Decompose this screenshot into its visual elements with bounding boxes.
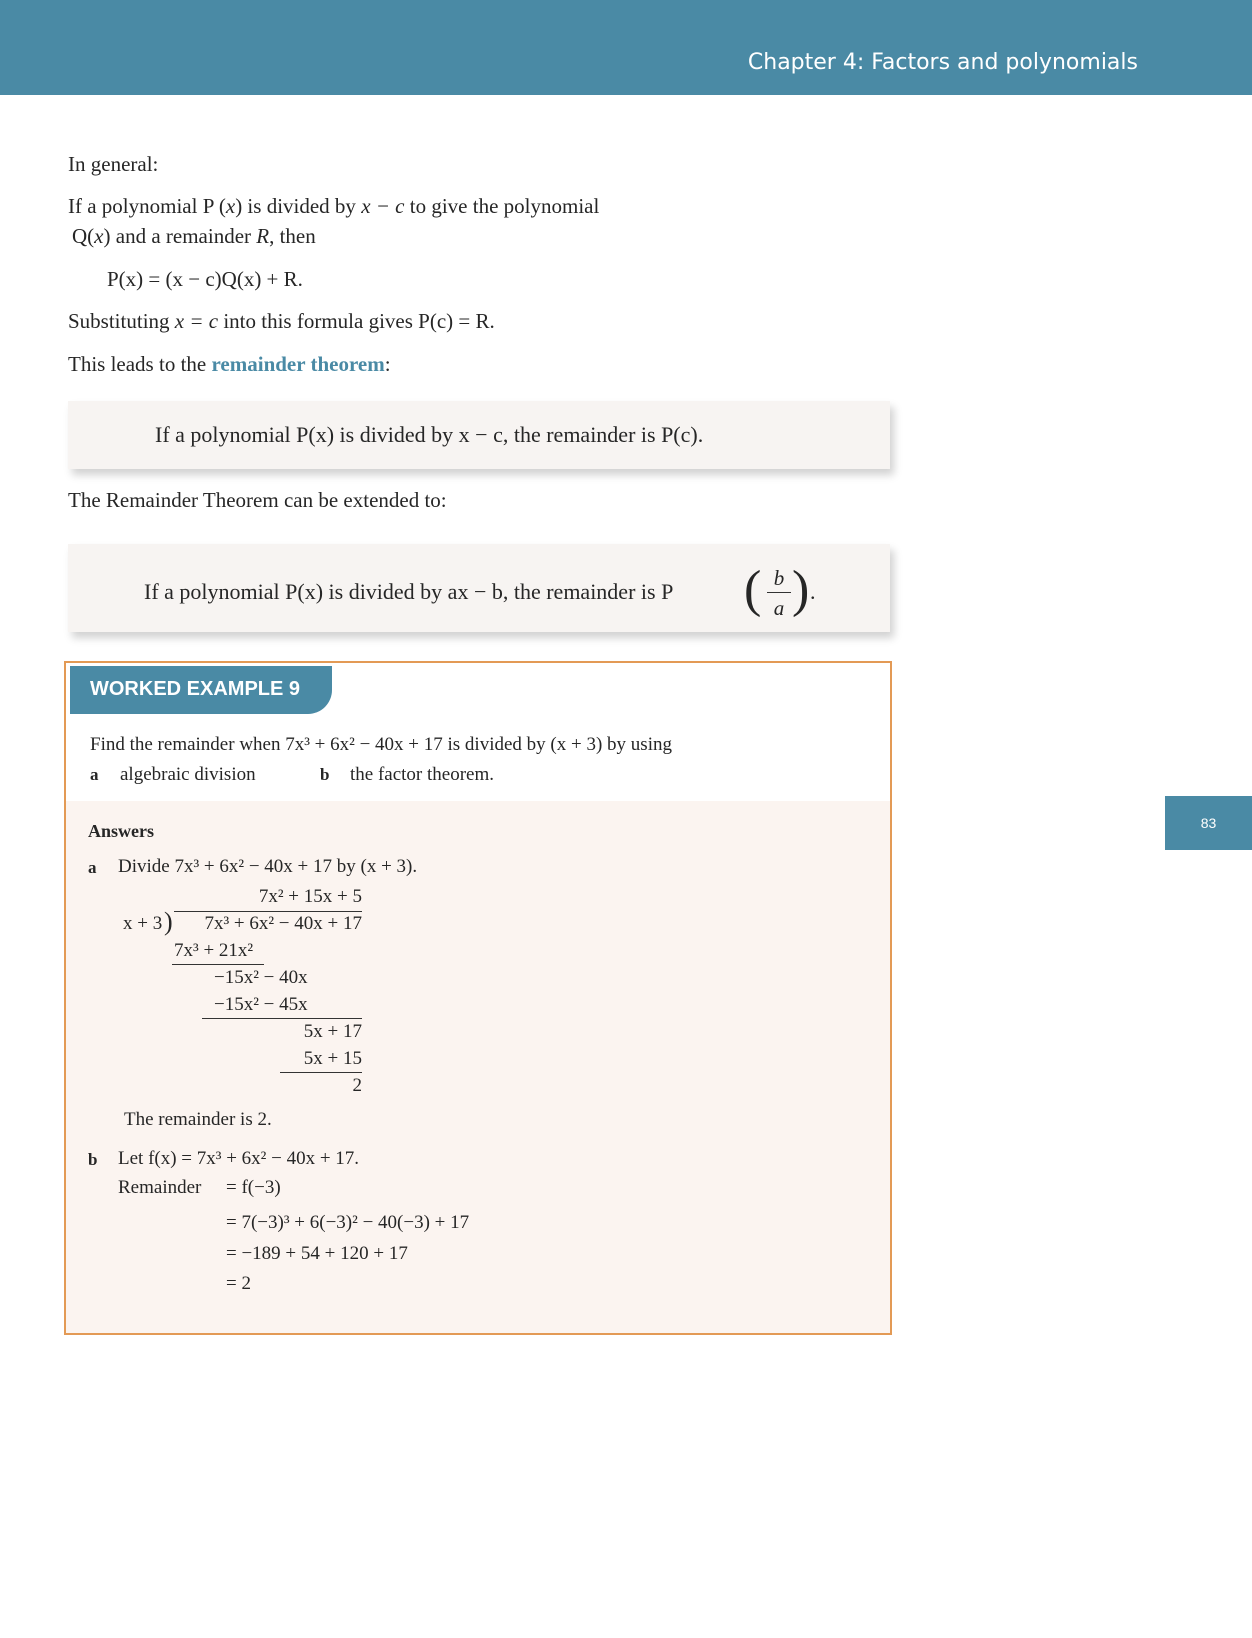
division-rule-3 — [280, 1072, 362, 1073]
page-number: 83 — [1200, 815, 1217, 831]
evaluation-line-2: = 7(−3)³ + 6(−3)² − 40(−3) + 17 — [226, 1212, 470, 1233]
division-dividend: 7x³ + 6x² − 40x + 17 — [204, 913, 362, 934]
division-step-5: 5x + 15 — [303, 1048, 362, 1069]
math-span: x = c — [174, 309, 219, 333]
chapter-number: Chapter 4: — [747, 50, 865, 75]
remainder-theorem-term: remainder theorem — [211, 352, 385, 376]
answer-a-letter: a — [88, 858, 97, 877]
text-span: Substituting — [68, 309, 175, 333]
extended-dot: . — [810, 579, 816, 604]
leads-line — [68, 352, 391, 377]
text-span: ) is divided by — [235, 194, 362, 218]
text-span: , then — [269, 224, 316, 248]
remainder-formula: P(x) = (x − c)Q(x) + R. — [107, 267, 303, 291]
division-remainder: 2 — [352, 1075, 362, 1096]
text-span: into this formula gives P(c) = R. — [218, 309, 495, 333]
part-a-letter: a — [90, 765, 99, 784]
text-span: If a polynomial P ( — [68, 194, 226, 218]
division-rule-2 — [202, 1018, 362, 1019]
extended-theorem-box — [68, 544, 890, 632]
chapter-name: Factors and polynomials — [871, 50, 1138, 75]
division-step-2: −15x² − 40x — [214, 967, 308, 988]
extended-theorem-text: If a polynomial P(x) is divided by ax − b, the remainder is P — [144, 579, 674, 604]
question-text: Find the remainder when 7x³ + 6x² − 40x + 17 is divided by (x + 3) by using — [90, 734, 672, 755]
evaluation-line-4: = 2 — [226, 1273, 251, 1294]
division-step-3: −15x² − 45x — [214, 994, 308, 1015]
paragraph-line-1 — [68, 194, 599, 219]
paragraph-line-2 — [72, 224, 316, 249]
answer-b-intro: Let f(x) = 7x³ + 6x² − 40x + 17. — [118, 1148, 360, 1169]
math-span: x − c — [361, 194, 405, 218]
answer-b-letter: b — [88, 1150, 98, 1169]
in-general-text: In general: — [68, 152, 159, 176]
page-number-tab — [1165, 796, 1252, 850]
part-b-letter: b — [320, 765, 330, 784]
part-b-text: the factor theorem. — [350, 764, 495, 785]
fraction-numerator: b — [773, 566, 785, 590]
division-quotient: 7x² + 15x + 5 — [258, 886, 362, 907]
extended-intro: The Remainder Theorem can be extended to: — [68, 488, 447, 512]
math-span: x — [94, 224, 104, 248]
paren-right: ) — [792, 561, 810, 618]
text-span: to give the polynomial — [404, 194, 600, 218]
text-span: Q( — [72, 224, 95, 248]
answer-a-intro: Divide 7x³ + 6x² − 40x + 17 by (x + 3). — [118, 856, 418, 877]
fraction-bar — [767, 592, 791, 593]
answers-panel — [66, 801, 890, 1333]
worked-example-tab — [70, 666, 332, 714]
theorem-box — [68, 401, 890, 469]
fraction-denominator: a — [773, 596, 785, 620]
division-step-4: 5x + 17 — [303, 1021, 362, 1042]
text-span: This leads to the — [68, 352, 212, 376]
text-span: : — [384, 352, 391, 376]
text-span: ) and a remainder — [103, 224, 257, 248]
division-divisor: x + 3 — [123, 913, 163, 934]
substitution-line — [68, 309, 495, 334]
theorem-text: If a polynomial P(x) is divided by x − c, the remainder is P(c). — [155, 422, 704, 447]
division-bracket: ) — [164, 907, 173, 936]
answers-heading: Answers — [88, 821, 154, 841]
worked-example-box — [64, 661, 892, 1335]
worked-example-label: WORKED EXAMPLE 9 — [90, 678, 301, 700]
math-span: x — [225, 194, 236, 218]
division-rule-1 — [172, 964, 264, 965]
division-bracket-top — [174, 911, 362, 912]
part-a-text: algebraic division — [120, 764, 256, 785]
evaluation-line-3: = −189 + 54 + 120 + 17 — [226, 1243, 408, 1264]
evaluation-line-1: = f(−3) — [226, 1177, 281, 1198]
remainder-label: Remainder — [118, 1177, 202, 1198]
answer-a-conclusion: The remainder is 2. — [124, 1109, 272, 1130]
division-step-1: 7x³ + 21x² — [174, 940, 254, 961]
paren-left: ( — [744, 561, 762, 618]
math-span: R — [256, 224, 270, 248]
page-header — [0, 0, 1252, 95]
chapter-title — [748, 50, 1138, 75]
